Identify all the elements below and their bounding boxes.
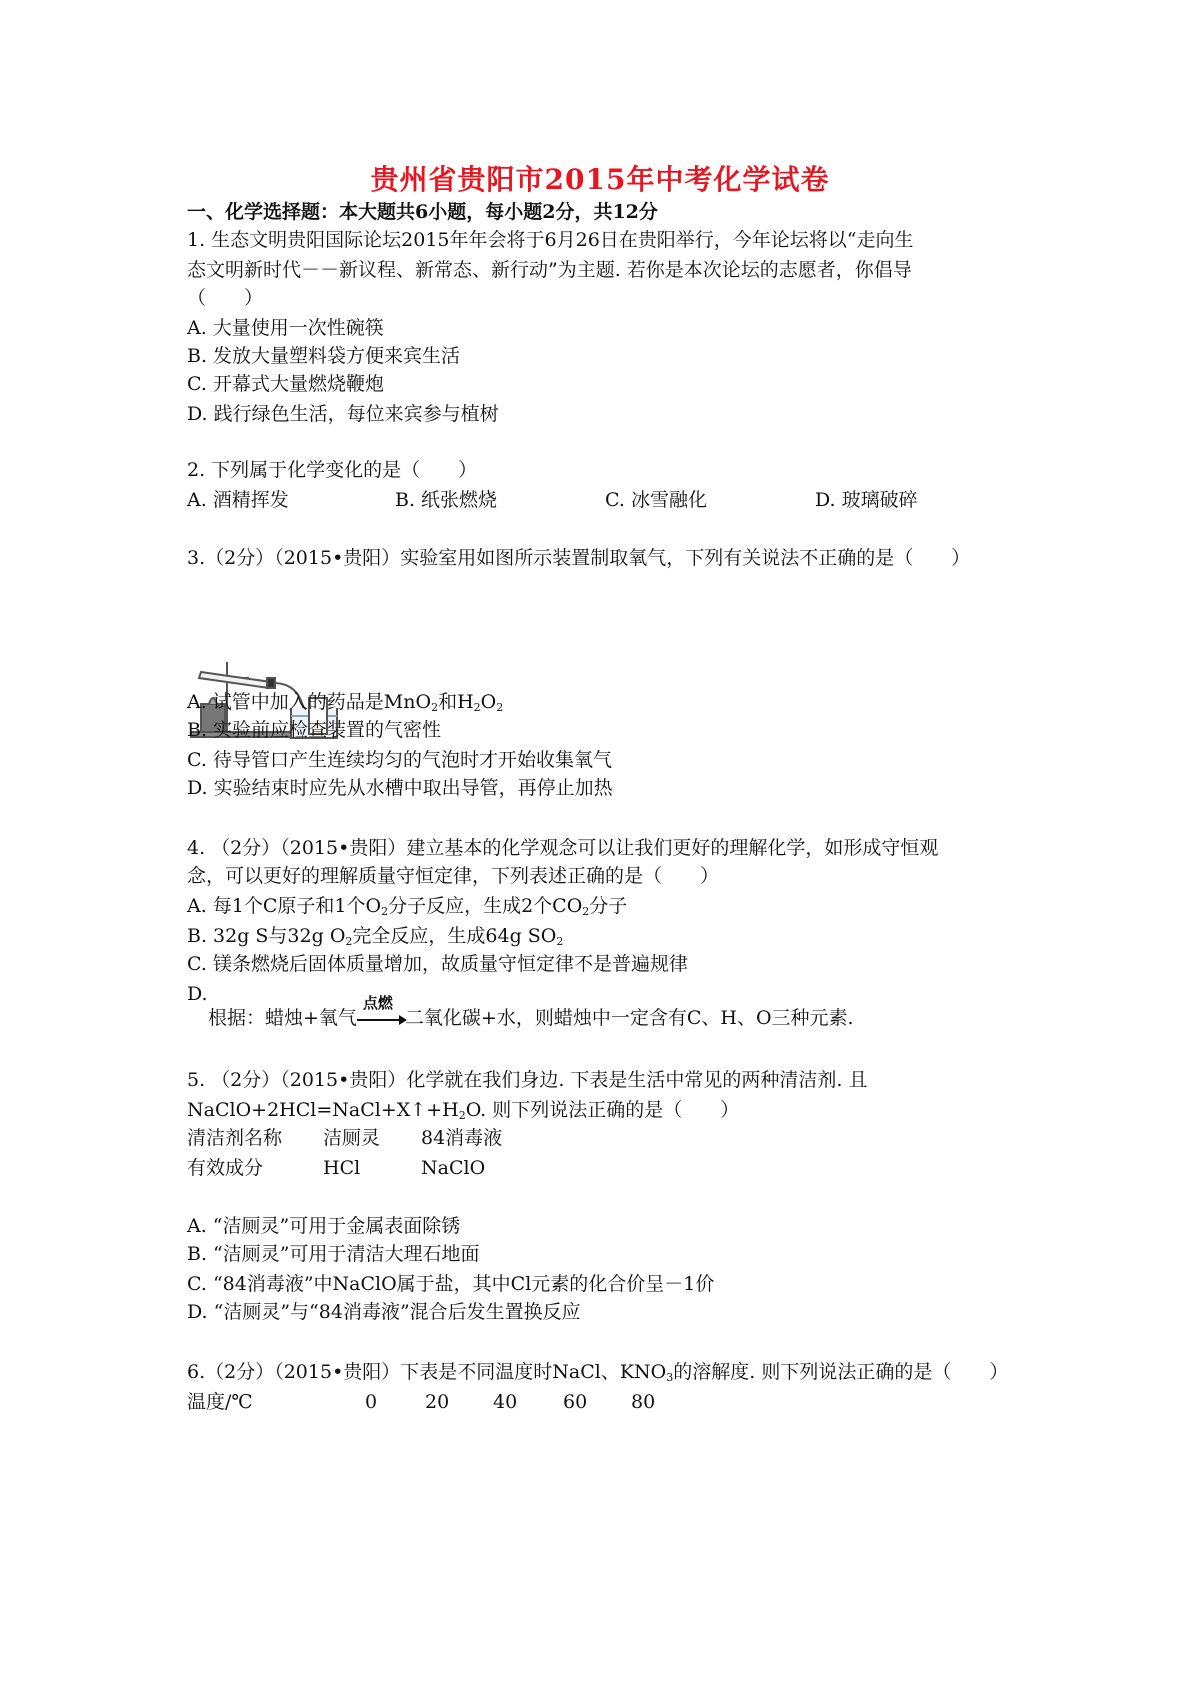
q4-option-c: C. 镁条燃烧后固体质量增加，故质量守恒定律不是普遍规律 [187,953,688,975]
q5-stem-line2: $NaClO+2HCl=NaCl+X↑+H_2O$. 则下列说法正确的是（ ） [187,1099,740,1122]
q1-option-a: A. 大量使用一次性碗筷 [187,317,384,339]
q2-option-b: B. 纸张燃烧 [395,489,498,511]
q5-option-d: D. “洁厕灵”与“84消毒液”混合后发生置换反应 [187,1301,581,1323]
q1-option-c: C. 开幕式大量燃烧鞭炮 [187,373,384,395]
q3-option-b: B. 实验前应检查装置的气密性 [187,719,442,741]
table-cell: 0 [365,1391,378,1413]
q5-stem-line1: 5. （2分）（2015•贵阳）化学就在我们身边. 下表是生活中常见的两种清洁剂. 且 [187,1069,868,1091]
q5-option-c: C. “84消毒液”中NaClO属于盐，其中Cl元素的化合价呈－1价 [187,1273,715,1295]
q2-stem: 2. 下列属于化学变化的是（ ） [187,459,478,481]
table-cell: 84消毒液 [421,1127,503,1149]
q2-option-a: A. 酒精挥发 [187,489,289,511]
q5-option-a: A. “洁厕灵”可用于金属表面除锈 [187,1215,461,1237]
q1-option-d: D. 践行绿色生活，每位来宾参与植树 [187,403,499,425]
q4-option-b: B. 32g S与32g $O_2$完全反应，生成64g $SO_2$ [187,925,564,948]
q6-stem: 6.（2分）（2015•贵阳）下表是不同温度时NaCl、$KNO_3$的溶解度. 则下列说法正确的是（ ） [187,1361,1009,1384]
q5-option-b: B. “洁厕灵”可用于清洁大理石地面 [187,1243,480,1265]
table-cell: 清洁剂名称 [187,1127,283,1149]
arrow-head-icon [399,1015,407,1025]
q2-options-row [187,488,967,512]
table-cell: HCl [323,1157,361,1179]
q3-option-d: D. 实验结束时应先从水槽中取出导管，再停止加热 [187,777,613,799]
table-cell: 洁厕灵 [323,1127,381,1149]
q3-option-c: C. 待导管口产生连续均匀的气泡时才开始收集氧气 [187,749,612,771]
table-cell: NaClO [421,1157,486,1179]
q1-stem-line3: （ ） [187,287,264,309]
section-heading: 一、化学选择题：本大题共6小题，每小题2分，共12分 [187,201,658,223]
q3-stem: 3.（2分）（2015•贵阳）实验室用如图所示装置制取氧气，下列有关说法不正确的是（ ） [187,547,971,569]
q4-stem-line1: 4. （2分）（2015•贵阳）建立基本的化学观念可以让我们更好的理解化学，如形成守恒观 [187,837,939,859]
q5-table-row1 [187,1126,587,1150]
page-title: 贵州省贵阳市2015年中考化学试卷 [370,163,830,196]
q2-option-c: C. 冰雪融化 [605,489,707,511]
q6-table-row1 [187,1390,707,1414]
q4-option-d: 根据：蜡烛+氧气 点燃 二氧化碳+水，则蜡烛中一定含有C、H、O三种元素. [208,1006,854,1031]
table-cell: 80 [631,1391,656,1413]
table-cell: 40 [493,1391,518,1413]
q1-stem-line2: 态文明新时代－－新议程、新常态、新行动”为主题. 若你是本次论坛的志愿者，你倡导 [187,259,912,281]
q4-option-a: A. 每1个C原子和1个$O_2$分子反应，生成2个$CO_2$分子 [187,895,628,918]
table-cell: 有效成分 [187,1157,264,1179]
q4-option-d-label: D. [187,983,208,1005]
reaction-arrow [357,994,405,1031]
reaction-condition: 点燃 [362,994,393,1012]
q3-option-a: A. 试管中加入的药品是MnO$_2$和$H_2O_2$ [187,691,504,714]
q5-table-row2 [187,1156,587,1180]
q1-option-b: B. 发放大量塑料袋方便来宾生活 [187,345,461,367]
table-cell: 60 [563,1391,588,1413]
q1-stem-line1: 1. 生态文明贵阳国际论坛2015年年会将于6月26日在贵阳举行，今年论坛将以“走向生 [187,229,914,251]
q4-stem-line2: 念，可以更好的理解质量守恒定律，下列表述正确的是（ ） [187,865,720,887]
table-cell: 温度/℃ [187,1391,253,1413]
table-cell: 20 [425,1391,450,1413]
q2-option-d: D. 玻璃破碎 [815,489,918,511]
